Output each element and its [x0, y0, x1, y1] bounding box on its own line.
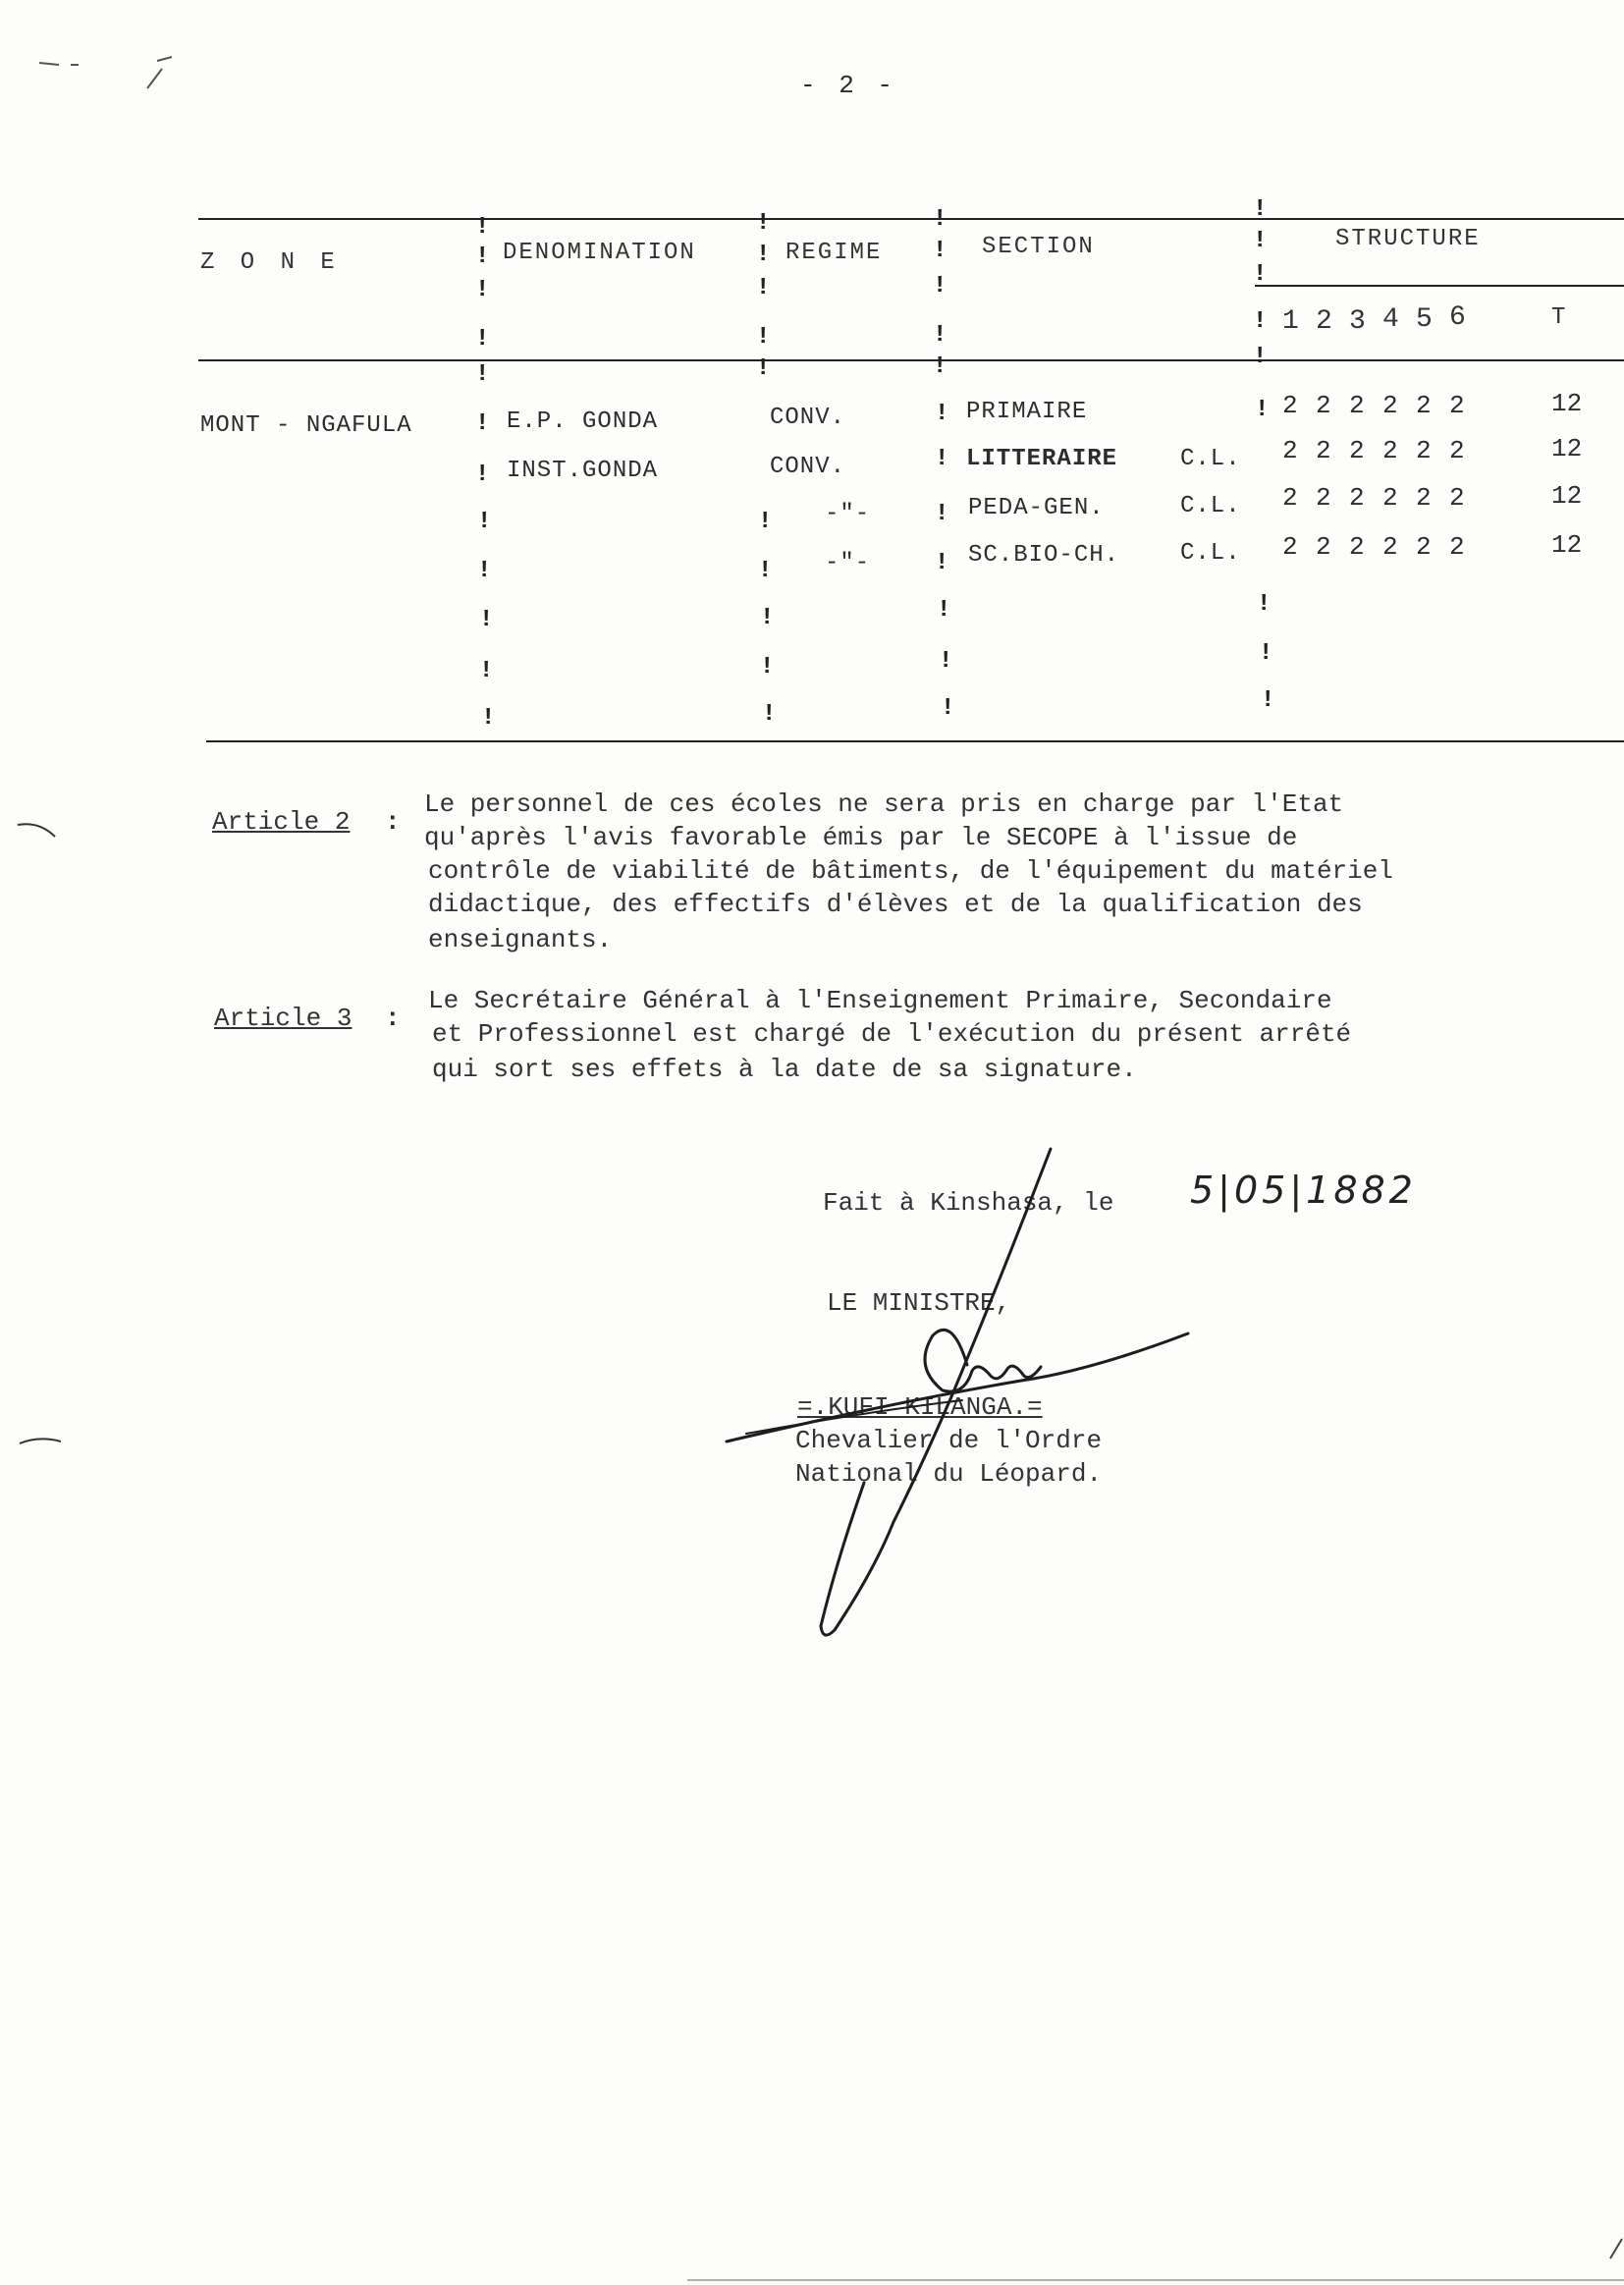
separator-mark: ! — [762, 701, 777, 728]
separator-mark: ! — [475, 214, 490, 241]
article-colon: : — [385, 807, 401, 837]
separator-mark: ! — [937, 597, 951, 624]
cell-structure-3: 2 — [1349, 391, 1365, 420]
cell-denomination: E.P. GONDA — [507, 408, 659, 435]
article-line: contrôle de viabilité de bâtiments, de l'équipement du matériel — [428, 856, 1393, 886]
separator-mark: ! — [475, 326, 490, 353]
article-line: Le Secrétaire Général à l'Enseignement Primaire, Secondaire — [428, 986, 1332, 1015]
cell-section: PEDA-GEN. — [968, 495, 1105, 521]
article-line: qui sort ses effets à la date de sa signature. — [432, 1055, 1137, 1084]
table-top-rule — [198, 218, 1624, 220]
structure-subheader-rule — [1255, 285, 1624, 287]
separator-mark: ! — [758, 509, 773, 535]
separator-mark: ! — [933, 273, 947, 299]
cell-suffix: C.L. — [1180, 493, 1241, 519]
separator-mark: ! — [941, 695, 955, 722]
cell-regime: CONV. — [770, 454, 846, 480]
separator-mark: ! — [475, 277, 490, 303]
separator-mark: ! — [760, 605, 775, 631]
separator-mark: ! — [933, 354, 947, 380]
cell-zone: MONT - NGAFULA — [200, 412, 412, 439]
cell-structure-5: 2 — [1416, 532, 1432, 562]
cell-structure-6: 2 — [1449, 391, 1465, 420]
separator-mark: ! — [939, 648, 953, 675]
structure-col-total: T — [1551, 304, 1569, 331]
cell-section: PRIMAIRE — [966, 399, 1088, 425]
col-header-section: SECTION — [982, 234, 1095, 260]
cell-section: SC.BIO-CH. — [968, 542, 1120, 569]
separator-mark: ! — [935, 501, 949, 527]
structure-col-5: 5 — [1416, 304, 1435, 335]
separator-mark: ! — [1255, 397, 1270, 423]
cell-structure-1: 2 — [1282, 436, 1298, 465]
structure-col-1: 1 — [1282, 306, 1302, 337]
cell-total: 12 — [1551, 530, 1583, 560]
separator-mark: ! — [935, 446, 949, 472]
separator-mark: ! — [479, 658, 494, 684]
article-line: didactique, des effectifs d'élèves et de la qualification des — [428, 890, 1363, 919]
cell-regime: -"- — [825, 501, 871, 527]
cell-total: 12 — [1551, 434, 1583, 463]
cell-structure-4: 2 — [1382, 391, 1398, 420]
honor-line-1: Chevalier de l'Ordre — [795, 1426, 1103, 1455]
cell-structure-5: 2 — [1416, 391, 1432, 420]
col-header-denomination: DENOMINATION — [503, 240, 696, 266]
separator-mark: ! — [477, 509, 492, 535]
cell-suffix: C.L. — [1180, 446, 1241, 472]
separator-mark: ! — [933, 206, 947, 233]
col-header-structure: STRUCTURE — [1335, 226, 1481, 252]
signatory-name: =.KUFI KILANGA.= — [797, 1392, 1043, 1422]
cell-structure-4: 2 — [1382, 532, 1398, 562]
separator-mark: ! — [475, 462, 490, 488]
structure-col-6: 6 — [1449, 302, 1469, 333]
cell-structure-4: 2 — [1382, 436, 1398, 465]
cell-structure-6: 2 — [1449, 532, 1465, 562]
separator-mark: ! — [1253, 228, 1268, 254]
separator-mark: ! — [475, 410, 490, 437]
col-header-zone: Z O N E — [200, 249, 341, 276]
handwritten-signature — [707, 1139, 1218, 1650]
cell-denomination: INST.GONDA — [507, 458, 659, 484]
separator-mark: ! — [935, 401, 949, 427]
separator-mark: ! — [1253, 308, 1268, 335]
cell-structure-6: 2 — [1449, 436, 1465, 465]
separator-mark: ! — [756, 242, 771, 268]
separator-mark: ! — [756, 210, 771, 237]
cell-structure-3: 2 — [1349, 532, 1365, 562]
cell-regime: -"- — [825, 550, 871, 576]
separator-mark: ! — [756, 324, 771, 351]
separator-mark: ! — [758, 558, 773, 584]
article-label: Article 3 — [214, 1004, 352, 1033]
cell-total: 12 — [1551, 481, 1583, 511]
cell-structure-2: 2 — [1316, 532, 1331, 562]
structure-col-4: 4 — [1382, 304, 1402, 335]
cell-regime: CONV. — [770, 405, 846, 431]
cell-structure-2: 2 — [1316, 483, 1331, 513]
separator-mark: ! — [756, 355, 771, 382]
separator-mark: ! — [933, 238, 947, 264]
cell-structure-1: 2 — [1282, 391, 1298, 420]
place-date: Fait à Kinshasa, le — [823, 1188, 1114, 1218]
separator-mark: ! — [479, 607, 494, 633]
structure-col-2: 2 — [1316, 306, 1335, 337]
separator-mark: ! — [933, 322, 947, 349]
cell-structure-3: 2 — [1349, 483, 1365, 513]
cell-structure-6: 2 — [1449, 483, 1465, 513]
honor-line-2: National du Léopard. — [795, 1459, 1103, 1489]
separator-mark: ! — [1253, 196, 1268, 223]
separator-mark: ! — [475, 361, 490, 388]
cell-structure-2: 2 — [1316, 436, 1331, 465]
cell-structure-4: 2 — [1382, 483, 1398, 513]
cell-structure-5: 2 — [1416, 483, 1432, 513]
article-line: et Professionnel est chargé de l'exécution du présent arrêté — [432, 1019, 1352, 1049]
article-line: qu'après l'avis favorable émis par le SECOPE à l'issue de — [424, 823, 1298, 852]
table-header-rule — [198, 359, 1624, 361]
separator-mark: ! — [935, 550, 949, 576]
separator-mark: ! — [1253, 344, 1268, 370]
cell-total: 12 — [1551, 389, 1583, 418]
separator-mark: ! — [475, 244, 490, 270]
col-header-regime: REGIME — [785, 240, 883, 266]
cell-structure-1: 2 — [1282, 483, 1298, 513]
cell-suffix: C.L. — [1180, 540, 1241, 567]
structure-col-3: 3 — [1349, 306, 1369, 337]
article-label: Article 2 — [212, 807, 351, 837]
handwritten-date: 5|05|1882 — [1190, 1169, 1417, 1212]
separator-mark: ! — [1261, 687, 1275, 714]
separator-mark: ! — [756, 275, 771, 301]
article-line: enseignants. — [428, 925, 613, 954]
separator-mark: ! — [477, 558, 492, 584]
page-number: - 2 - — [800, 71, 897, 100]
cell-structure-1: 2 — [1282, 532, 1298, 562]
separator-mark: ! — [1259, 640, 1273, 667]
separator-mark: ! — [1257, 591, 1272, 618]
cell-structure-2: 2 — [1316, 391, 1331, 420]
minister-title: LE MINISTRE, — [827, 1288, 1011, 1318]
cell-section: LITTERAIRE — [966, 446, 1118, 472]
separator-mark: ! — [760, 654, 775, 680]
article-line: Le personnel de ces écoles ne sera pris en charge par l'Etat — [424, 789, 1344, 819]
table-bottom-rule — [206, 740, 1624, 742]
article-colon: : — [385, 1004, 401, 1033]
separator-mark: ! — [481, 705, 496, 732]
cell-structure-5: 2 — [1416, 436, 1432, 465]
separator-mark: ! — [1253, 261, 1268, 288]
cell-structure-3: 2 — [1349, 436, 1365, 465]
